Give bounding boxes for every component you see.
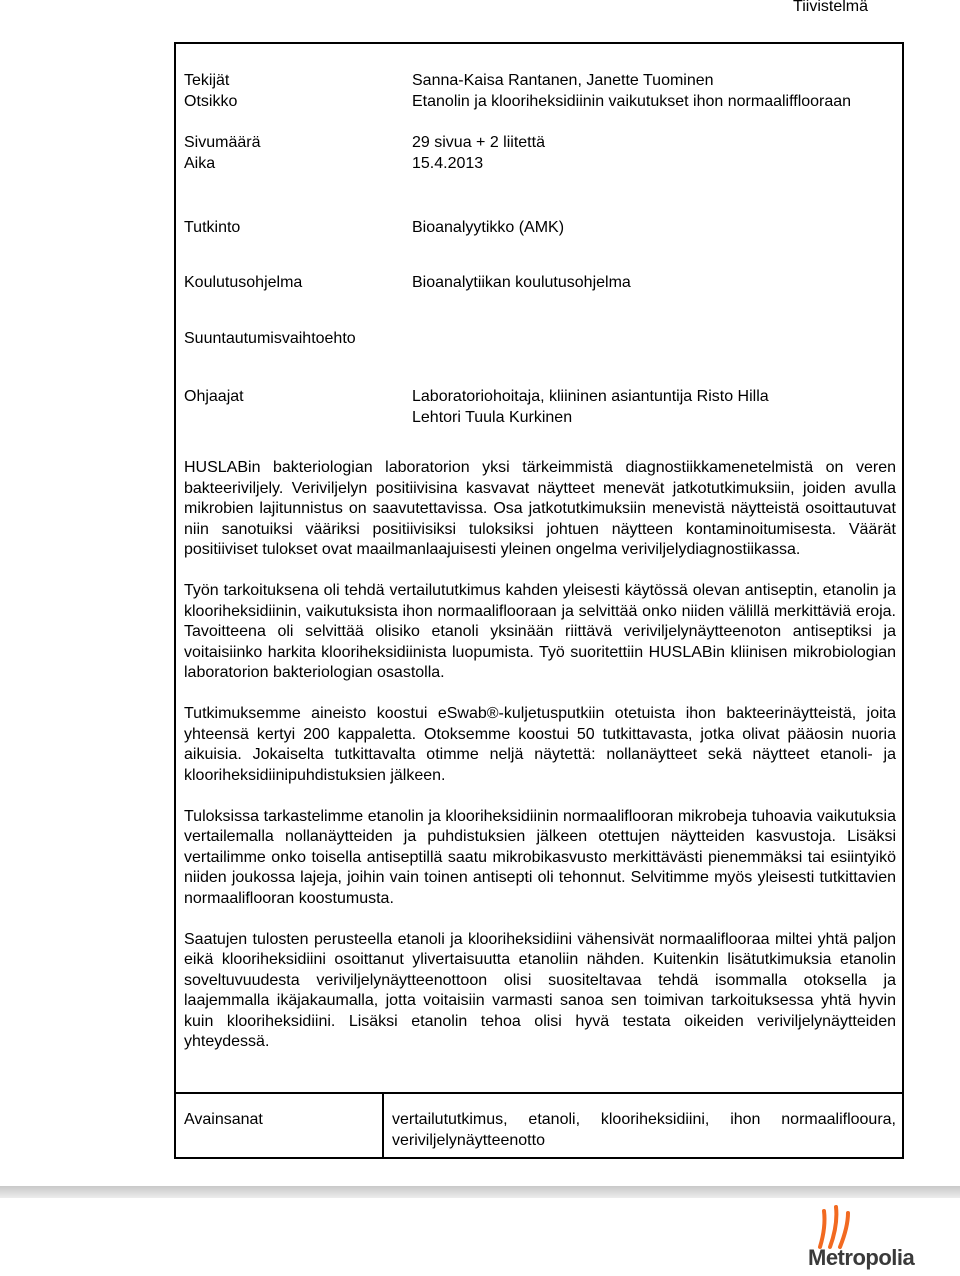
label-aika: Aika [184, 155, 216, 172]
keywords-divider [176, 1092, 902, 1094]
label-tutkinto: Tutkinto [184, 219, 241, 236]
label-tekijat: Tekijät [184, 72, 230, 89]
value-koulutusohjelma: Bioanalytiikan koulutusohjelma [412, 274, 631, 291]
abstract-paragraph-1: HUSLABin bakteriologian laboratorion yksi tärkeimmistä diagnostiikkamenetelmistä on veren bakteeriviljely. Veriviljelyn positiivisina kasvavat näytteet menevät jatkotutkimuksiin, joiden avulla mikrobien lajitunnistus on saavutettavissa. Osa jatkotutkimuksiin menevistä näytteistä osoittautuvat niin sanotuiksi vääriksi positiivisiksi tuloksiksi johtuen näytteen kontaminoitumisesta. Väärät positiiviset tulokset ovat maailmanlaajuisesti yleinen ongelma veriviljelydiagnostiikassa. [184, 459, 896, 558]
abstract-body [184, 458, 896, 1073]
value-ohjaajat-2: Lehtori Tuula Kurkinen [412, 409, 573, 426]
label-suuntautumisvaihtoehto: Suuntautumisvaihtoehto [184, 330, 356, 347]
value-ohjaajat-1: Laboratoriohoitaja, kliininen asiantuntija Risto Hilla [412, 388, 769, 405]
label-ohjaajat: Ohjaajat [184, 388, 244, 405]
abstract-paragraph-3: Tutkimuksemme aineisto koostui eSwab®-kuljetusputkiin otetuista ihon bakteerinäytteistä, joita yhteensä kertyi 200 kappaletta. Otoksemme koostui 50 tutkittavasta, jotka olivat pääosin nuoria aikuisia. Jokaiselta tutkittavalta otimme neljä näytettä: nollanäytteet sekä näytteet etanoli- ja klooriheksidiinipuhdistuksien jälkeen. [184, 705, 896, 784]
label-otsikko: Otsikko [184, 93, 238, 110]
value-tutkinto: Bioanalyytikko (AMK) [412, 219, 565, 236]
value-otsikko: Etanolin ja klooriheksidiinin vaikutukset ihon normaalifflooraan [412, 93, 852, 110]
label-sivumaara: Sivumäärä [184, 134, 261, 151]
abstract-paragraph-2: Työn tarkoituksena oli tehdä vertailututkimus kahden yleisesti käytössä olevan antiseptin, etanolin ja klooriheksidiinin, vaikutuksista ihon normaaliflooraan ja selvittää onko niiden välillä merkittäviä eroja. Tavoitteena oli selvittää olisiko etanoli yksinään riittävä veriviljelynäytteenoton antiseptiksi ja voitaisiinko harkita klooriheksidiinista luopumista. Työ suoritettiin HUSLABin kliinisen mikrobiologian laboratorion bakteriologian osastolla. [184, 582, 896, 681]
value-tekijat: Sanna-Kaisa Rantanen, Janette Tuominen [412, 72, 714, 89]
keywords-value: vertailututkimus, etanoli, klooriheksidiini, ihon normaaliflooura, veriviljelynäytteenotto [392, 1111, 896, 1149]
abstract-paragraph-5: Saatujen tulosten perusteella etanoli ja klooriheksidiini vähensivät normaaliflooraa miltei yhtä paljon eikä klooriheksidiini osoittanut ylivertaisuutta etanoliin nähden. Kuitenkin lisätutkimuksia etanolin soveltuvuudesta veriviljelynäytteenottoon olisi suositeltavaa tehdä isommalla otoksella ja laajemmalla ikäjakaumalla, jotta voitaisiin varmasti sanoa sen toimivan tarkoituksessa yhtä hyvin kuin klooriheksidiini. Lisäksi etanolin tehoa olisi hyvä testata oikeiden veriviljelynäytteiden yhteydessä. [184, 930, 896, 1050]
keywords-label: Avainsanat [184, 1111, 263, 1128]
value-sivumaara: 29 sivua + 2 liitettä [412, 134, 545, 151]
footer-rule [0, 1186, 960, 1198]
keywords-column-divider [382, 1092, 384, 1159]
page-header-label: Tiivistelmä [793, 0, 868, 15]
abstract-paragraph-4: Tuloksissa tarkastelimme etanolin ja klooriheksidiinin normaaliflooran mikrobeja tuhoavia vaikutuksia vertailemalla nollanäytteiden ja puhdistuksien jälkeen otettujen näytteiden kasvustoja. Lisäksi vertailimme onko toisella antiseptillä saatu mikrobikasvusto merkittävästi pienemmäksi tai esiintyikö niiden joukossa lajeja, joihin vain toinen antisepti oli tehonnut. Selvitimme myös yleisesti tutkittavien normaaliflooran koostumusta. [184, 807, 896, 907]
metropolia-logo-text: Metropolia [808, 1245, 915, 1270]
abstract-frame [174, 42, 904, 1159]
label-koulutusohjelma: Koulutusohjelma [184, 274, 303, 291]
value-aika: 15.4.2013 [412, 155, 484, 172]
